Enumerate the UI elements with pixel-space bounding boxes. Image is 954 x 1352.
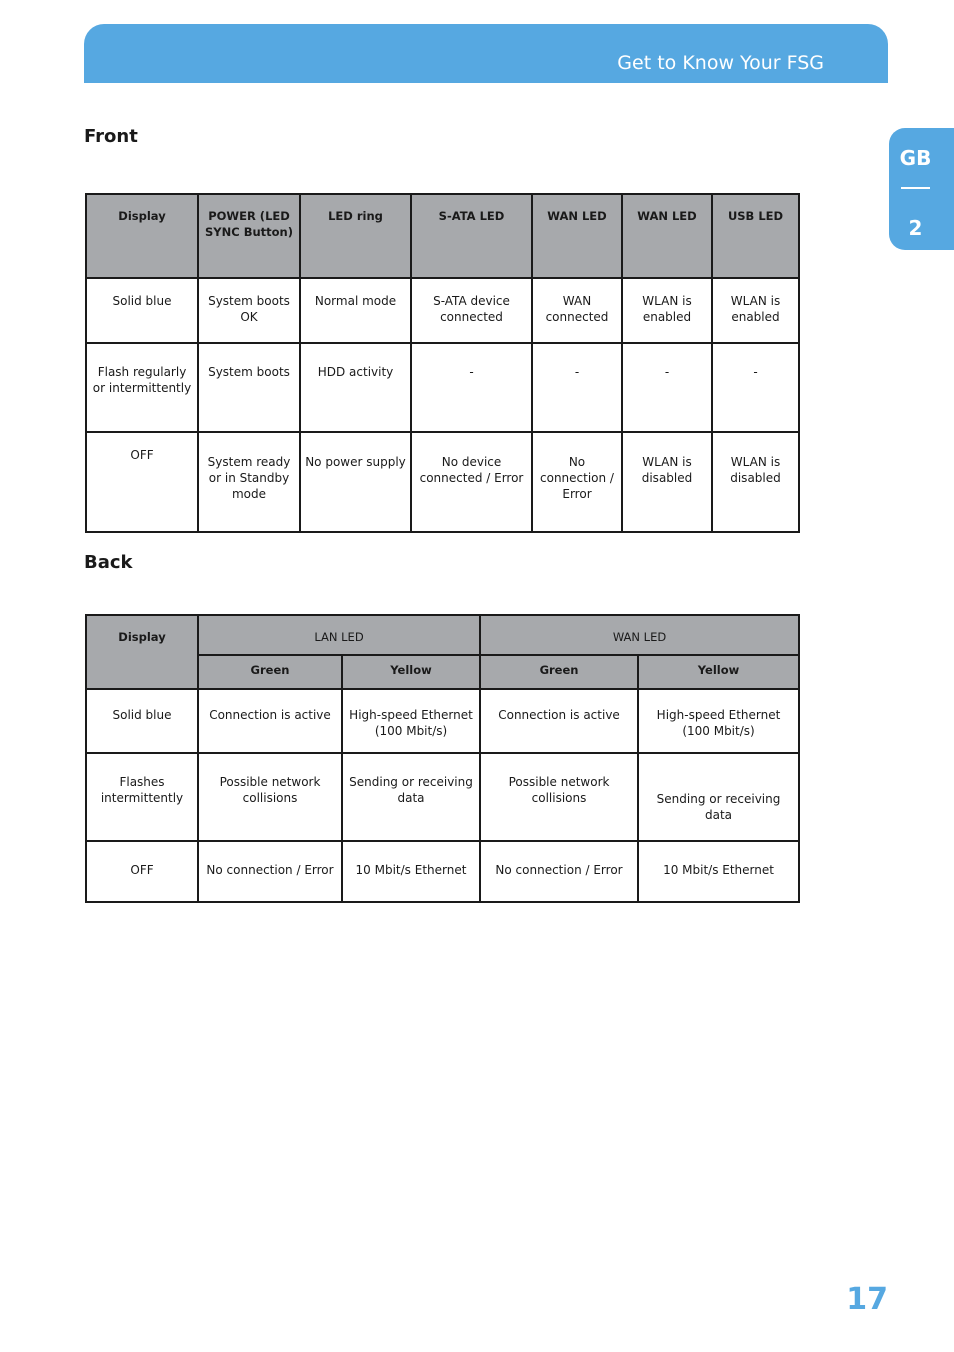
column-header: WAN LED [622, 194, 712, 278]
column-header: Display [86, 615, 198, 689]
table-cell: HDD activity [300, 343, 411, 432]
table-cell: High-speed Ethernet (100 Mbit/s) [342, 689, 480, 753]
table-cell: No connection / Error [532, 432, 622, 532]
page-title: Get to Know Your FSG [617, 52, 824, 74]
table-cell: Sending or receiving data [342, 753, 480, 841]
table-row [86, 841, 799, 902]
chapter-tab [889, 128, 954, 250]
back-led-table [85, 614, 800, 903]
column-header: LED ring [300, 194, 411, 278]
column-header: USB LED [712, 194, 799, 278]
table-cell: - [411, 343, 532, 432]
language-label: GB [899, 146, 932, 170]
table-cell: WLAN is enabled [712, 278, 799, 343]
table-cell: - [532, 343, 622, 432]
table-cell: Possible network collisions [480, 753, 638, 841]
column-header: Green [480, 655, 638, 689]
table-cell: WLAN is disabled [712, 432, 799, 532]
table-cell: System boots OK [198, 278, 300, 343]
header-bar [84, 24, 888, 83]
table-cell: Solid blue [86, 689, 198, 753]
table-cell: System boots [198, 343, 300, 432]
column-group-header: WAN LED [480, 615, 799, 655]
back-heading: Back [84, 552, 133, 573]
front-heading: Front [84, 126, 138, 147]
table-cell: No connection / Error [480, 841, 638, 902]
table-cell: WLAN is disabled [622, 432, 712, 532]
table-row [86, 432, 799, 532]
table-cell: No power supply [300, 432, 411, 532]
column-header: Display [86, 194, 198, 278]
tab-divider [901, 187, 930, 189]
table-header-row [86, 194, 799, 278]
table-cell: WLAN is enabled [622, 278, 712, 343]
column-header: Yellow [342, 655, 480, 689]
table-cell: WAN connected [532, 278, 622, 343]
front-led-table [85, 193, 800, 533]
table-cell: Flashes intermittently [86, 753, 198, 841]
column-header: Green [198, 655, 342, 689]
column-header: Yellow [638, 655, 799, 689]
table-cell: Solid blue [86, 278, 198, 343]
table-cell: High-speed Ethernet (100 Mbit/s) [638, 689, 799, 753]
chapter-number: 2 [908, 216, 923, 240]
table-row [86, 753, 799, 841]
table-cell: OFF [86, 432, 198, 532]
table-cell: Sending or receiving data [638, 753, 799, 841]
table-cell: Connection is active [198, 689, 342, 753]
table-cell: S-ATA device connected [411, 278, 532, 343]
table-row [86, 278, 799, 343]
table-cell: Normal mode [300, 278, 411, 343]
column-header: WAN LED [532, 194, 622, 278]
table-cell: No connection / Error [198, 841, 342, 902]
table-cell: - [622, 343, 712, 432]
page-number: 17 [846, 1282, 888, 1317]
table-cell: 10 Mbit/s Ethernet [342, 841, 480, 902]
table-cell: - [712, 343, 799, 432]
table-cell: 10 Mbit/s Ethernet [638, 841, 799, 902]
column-header: POWER (LED SYNC Button) [198, 194, 300, 278]
column-group-header: LAN LED [198, 615, 480, 655]
table-cell: OFF [86, 841, 198, 902]
table-row [86, 343, 799, 432]
table-header-row [86, 615, 799, 655]
table-cell: Possible network collisions [198, 753, 342, 841]
column-header: S-ATA LED [411, 194, 532, 278]
table-cell: Flash regularly or intermittently [86, 343, 198, 432]
table-cell: No device connected / Error [411, 432, 532, 532]
table-cell: Connection is active [480, 689, 638, 753]
table-row [86, 689, 799, 753]
table-cell: System ready or in Standby mode [198, 432, 300, 532]
